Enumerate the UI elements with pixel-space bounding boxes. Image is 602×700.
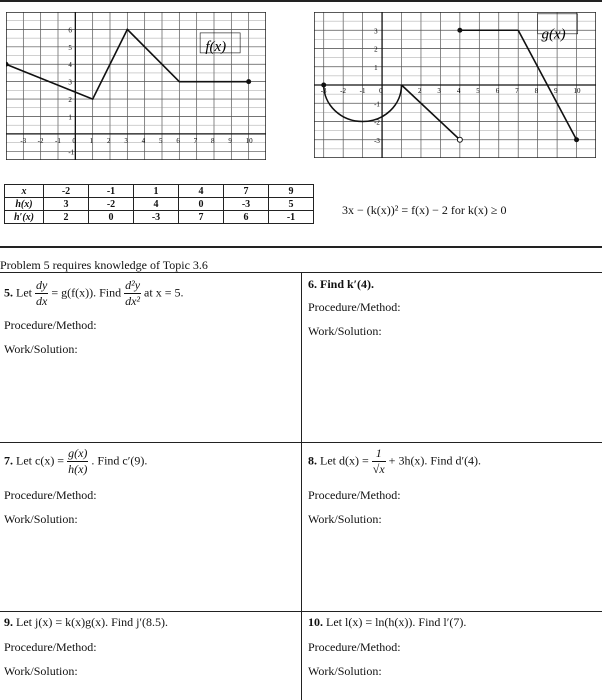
- problem-5-frac-dy-dx: [35, 278, 48, 309]
- f-endpoint-left: [6, 62, 9, 67]
- problem-10: [308, 615, 466, 630]
- x-tick-label: -3: [20, 136, 27, 145]
- g-open-point: [457, 137, 462, 142]
- problem-8: [308, 446, 481, 477]
- x-tick-label: 3: [124, 136, 128, 145]
- x-tick-label: -3: [320, 87, 327, 95]
- x-tick-label: 0: [379, 87, 383, 95]
- x-tick-label: 6: [495, 87, 500, 95]
- problem-8-frac: [372, 446, 386, 477]
- p10-procedure-label: Procedure/Method:: [308, 640, 401, 654]
- grid-center-line: [301, 272, 302, 700]
- table-cell: -3: [134, 211, 179, 224]
- problem-8-text-b: + 3h(x). Find d′(4).: [388, 453, 482, 468]
- x-tick-label: 4: [141, 136, 146, 145]
- y-tick-label: 2: [374, 45, 378, 54]
- x-tick-label: 2: [107, 136, 111, 145]
- frac-numerator: g(x): [68, 446, 88, 460]
- graph-f-border: [6, 12, 266, 160]
- x-tick-label: 8: [211, 136, 215, 145]
- problem-7-frac: [67, 446, 88, 477]
- table-cell: -3: [224, 198, 269, 211]
- x-tick-label: 1: [89, 136, 94, 145]
- problem-9: [4, 615, 168, 630]
- p7-work-label: Work/Solution:: [4, 512, 78, 526]
- problem-5: [4, 278, 183, 309]
- x-tick-label: 7: [193, 136, 198, 145]
- table-row-head: h′(x): [5, 211, 44, 224]
- p6-procedure-label: Procedure/Method:: [308, 300, 401, 314]
- y-tick-label: -1: [374, 100, 380, 109]
- x-tick-label: -2: [340, 87, 347, 95]
- frac-denominator: h(x): [68, 462, 88, 476]
- table-cell: 0: [89, 211, 134, 224]
- problem-9-text: Let j(x) = k(x)g(x). Find j′(8.5).: [16, 615, 169, 629]
- problem-6-text: Find k′(4).: [320, 277, 375, 291]
- topic-note: Problem 5 requires knowledge of Topic 3.6: [0, 258, 208, 272]
- x-tick-label: 5: [476, 87, 480, 95]
- section-divider: [0, 246, 602, 248]
- problem-6-number: 6.: [308, 277, 317, 291]
- problem-7-text-a: Let c(x) =: [16, 453, 65, 468]
- frac-numerator: 1: [372, 446, 386, 462]
- x-tick-label: 6: [176, 136, 180, 145]
- table-cell: -2: [89, 198, 134, 211]
- table-row: [5, 198, 314, 211]
- problem-7: [4, 446, 147, 477]
- table-cell: 7: [224, 185, 269, 198]
- y-tick-label: -1: [68, 148, 75, 157]
- table-cell: 7: [179, 211, 224, 224]
- table-row-head: h(x): [5, 198, 44, 211]
- p8-procedure-label: Procedure/Method:: [308, 488, 401, 502]
- f-endpoint-right: [246, 79, 251, 84]
- y-tick-label: 3: [68, 78, 72, 87]
- p5-procedure-label: Procedure/Method:: [4, 318, 97, 332]
- graph-g-label: g(x): [541, 26, 566, 43]
- p6-work-label: Work/Solution:: [308, 324, 382, 338]
- table-row: [5, 211, 314, 224]
- frac-denominator: dx: [36, 294, 48, 308]
- table-cell: 9: [269, 185, 314, 198]
- x-tick-label: -1: [55, 136, 61, 145]
- problem-9-number: 9.: [4, 615, 13, 629]
- y-tick-label: 2: [68, 96, 72, 105]
- table-cell: 3: [44, 198, 89, 211]
- problem-10-number: 10.: [308, 615, 323, 629]
- problem-10-text: Let l(x) = ln(h(x)). Find l′(7).: [326, 615, 467, 629]
- g-endpoint-left: [321, 83, 326, 88]
- table-cell: 6: [224, 211, 269, 224]
- x-tick-label: 8: [534, 87, 539, 95]
- y-tick-label: 6: [68, 26, 72, 35]
- table-cell: 2: [44, 211, 89, 224]
- p5-work-label: Work/Solution:: [4, 342, 78, 356]
- table-cell: 0: [179, 198, 224, 211]
- p9-work-label: Work/Solution:: [4, 664, 78, 678]
- problem-8-number: 8.: [308, 453, 317, 468]
- g-closed-point: [457, 28, 462, 33]
- problem-6: [308, 277, 374, 292]
- graph-f: [6, 12, 266, 160]
- frac-numerator: d²y: [125, 278, 141, 292]
- table-cell: 5: [269, 198, 314, 211]
- k-equation: 3x − (k(x))² = f(x) − 2 for k(x) ≥ 0: [342, 203, 507, 217]
- y-tick-label: 5: [68, 43, 72, 52]
- x-tick-label: -2: [37, 136, 44, 145]
- y-tick-label: -3: [374, 136, 380, 145]
- p9-procedure-label: Procedure/Method:: [4, 640, 97, 654]
- p8-work-label: Work/Solution:: [308, 512, 382, 526]
- table-cell: -2: [44, 185, 89, 198]
- problem-5-text-a: Let: [16, 285, 32, 300]
- x-tick-label: -1: [359, 87, 366, 95]
- y-tick-label: 3: [374, 27, 378, 36]
- frac-denominator: √x: [372, 462, 385, 476]
- graph-f-label: f(x): [205, 38, 227, 55]
- x-tick-label: 9: [554, 87, 558, 95]
- problem-7-text-b: . Find c′(9).: [91, 453, 148, 468]
- x-tick-label: 10: [573, 87, 581, 95]
- table-row: [5, 185, 314, 198]
- x-tick-label: 0: [72, 136, 76, 145]
- x-tick-label: 7: [515, 87, 519, 95]
- table-cell: -1: [269, 211, 314, 224]
- top-border: [0, 0, 602, 2]
- x-tick-label: 4: [456, 87, 461, 95]
- x-tick-label: 2: [417, 87, 422, 95]
- frac-numerator: dy: [36, 278, 48, 292]
- problem-7-number: 7.: [4, 453, 13, 468]
- p10-work-label: Work/Solution:: [308, 664, 382, 678]
- x-tick-label: 5: [159, 136, 163, 145]
- table-cell: 4: [179, 185, 224, 198]
- problem-5-text-b: = g(f(x)). Find: [51, 285, 122, 300]
- x-tick-label: 3: [437, 87, 441, 95]
- table-cell: -1: [89, 185, 134, 198]
- g-endpoint-right: [574, 137, 579, 142]
- problem-5-frac-d2y-dx2: [124, 278, 141, 309]
- problem-5-text-c: at x = 5.: [144, 285, 184, 300]
- frac-denominator: dx²: [125, 294, 141, 308]
- y-tick-label: 1: [374, 63, 378, 72]
- y-tick-label: 1: [68, 113, 72, 122]
- table-row-head: x: [5, 185, 44, 198]
- x-tick-label: 9: [228, 136, 232, 145]
- values-table: [4, 184, 314, 224]
- table-cell: 1: [134, 185, 179, 198]
- y-tick-label: -2: [374, 118, 380, 127]
- problem-5-number: 5.: [4, 285, 13, 300]
- y-tick-label: 4: [68, 61, 72, 70]
- problem-8-text-a: Let d(x) =: [320, 453, 369, 468]
- p7-procedure-label: Procedure/Method:: [4, 488, 97, 502]
- graph-g: [314, 12, 596, 158]
- table-cell: 4: [134, 198, 179, 211]
- x-tick-label: 10: [245, 136, 253, 145]
